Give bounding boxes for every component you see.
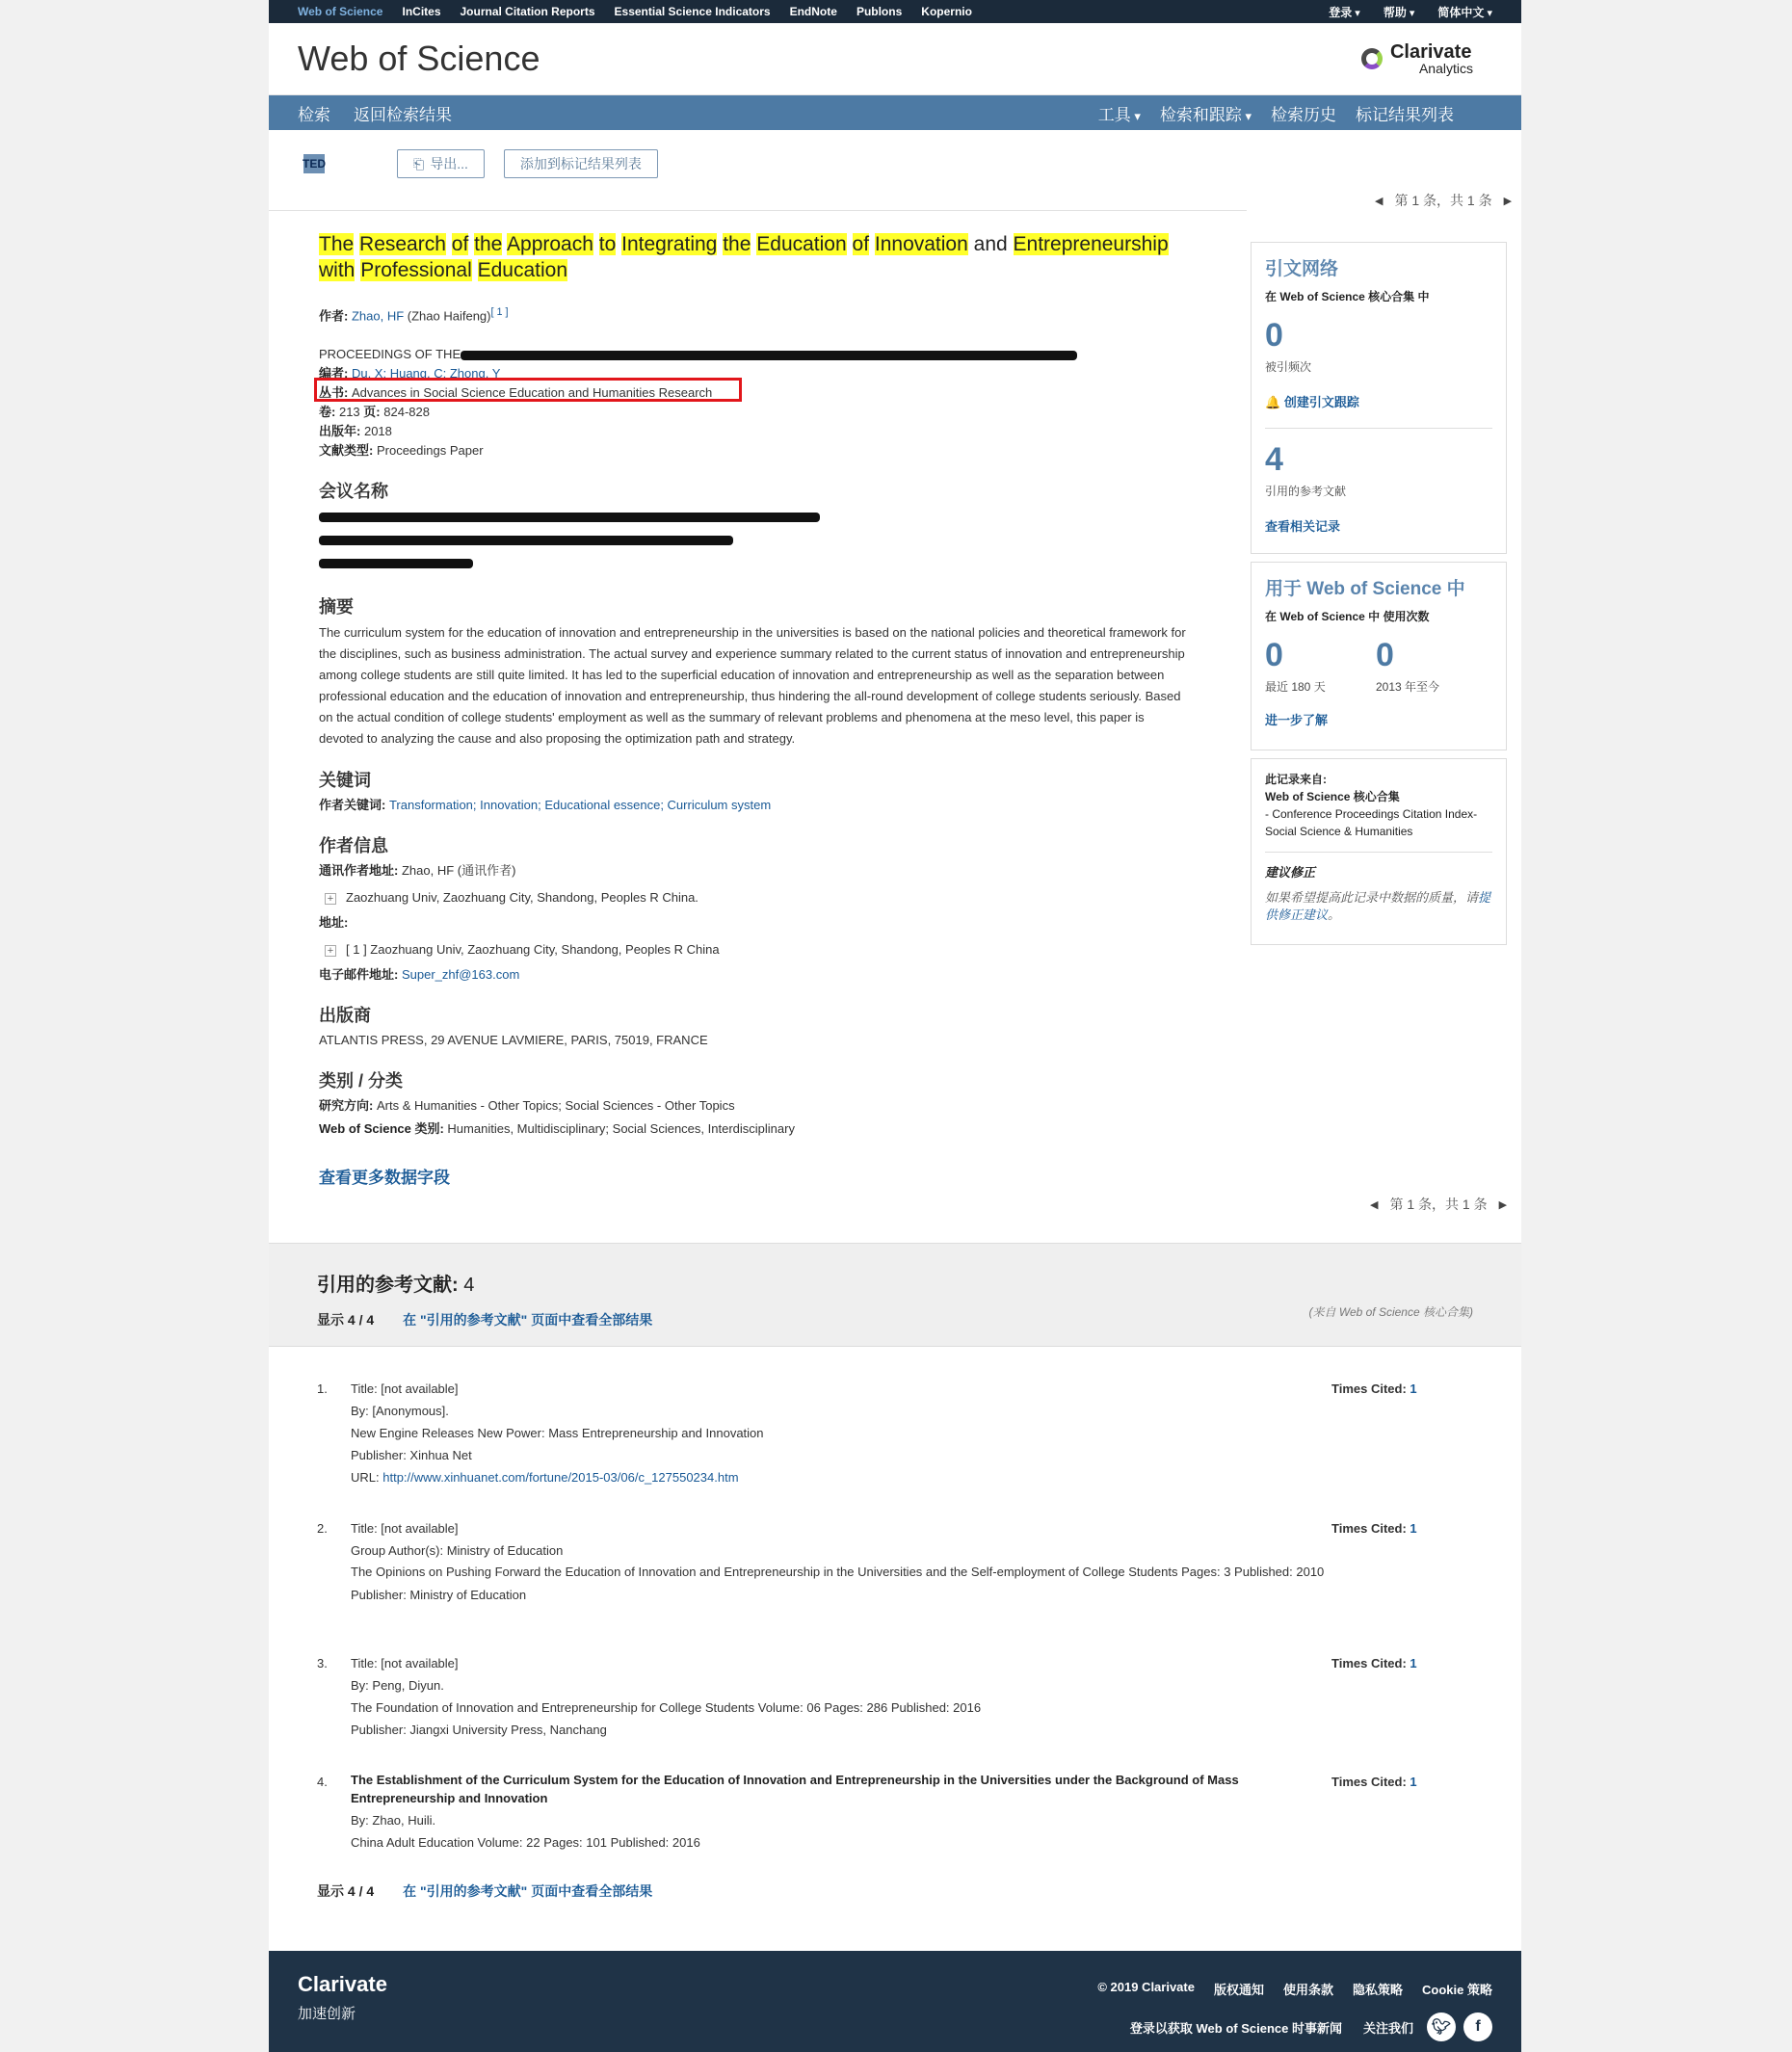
top-link-kopernio[interactable]: Kopernio [921,5,972,18]
reference-line: By: Peng, Diyun. [351,1678,444,1693]
view-all-references-link[interactable]: 在 "引用的参考文献" 页面中查看全部结果 [403,1883,653,1899]
corresponding-address: Zaozhuang Univ, Zaozhuang City, Shandong, Peoples R China. [346,890,698,906]
next-arrow-icon[interactable]: ▶ [1503,195,1513,207]
more-data-fields-link[interactable]: 查看更多数据字段 [319,1169,450,1188]
proceedings-row [319,345,1191,364]
abstract-heading: 摘要 [319,597,354,618]
redaction-bar [461,351,1077,360]
cited-references-header [269,1243,1521,1347]
bell-icon: 🔔 [1265,395,1281,409]
title-highlighted-word: The [319,233,355,255]
author-link[interactable]: Zhao, HF [351,308,405,324]
times-cited-value[interactable]: 1 [1410,1521,1417,1536]
times-cited-label: Times Cited: [1331,1656,1407,1671]
footer [269,1951,1521,2052]
clarivate-logo-icon [1361,48,1383,69]
login-dropdown[interactable]: 登录 ▾ [1329,4,1360,20]
top-bar [269,0,1521,23]
times-cited-value[interactable]: 1 [1410,1381,1417,1396]
times-cited-count[interactable]: 0 [1265,317,1283,354]
reference-line: Title: [not available] [351,1656,459,1671]
export-label: 导出... [430,156,468,171]
reference-line: The Opinions on Pushing Forward the Education of Innovation and Entrepreneurship in the Universities and the Self-employment of College Students Pages: 3 Published: 2010 [351,1565,1325,1579]
author-fullname: (Zhao Haifeng) [407,308,491,324]
nav-search-track[interactable]: 检索和跟踪 ▾ [1160,101,1252,125]
footer-link-cookie[interactable]: Cookie 策略 [1422,1983,1492,1997]
redaction-bar [319,513,820,522]
publisher-value: ATLANTIS PRESS, 29 AVENUE LAVMIERE, PARIS, 75019, FRANCE [319,1033,708,1048]
top-link-publons[interactable]: Publons [856,5,903,18]
cited-references-title [317,1269,1473,1297]
nav-search[interactable]: 检索 [298,105,330,124]
reference-line: Publisher: Jiangxi University Press, Nanchang [351,1723,607,1737]
proceedings-text: PROCEEDINGS OF THE [319,347,461,362]
research-area-label: 研究方向: [319,1098,374,1114]
doctype-row [319,441,1191,460]
editors-label: 编者: [319,366,349,381]
logo-text-main: Clarivate [1389,41,1472,63]
editors-links[interactable]: Du, X; Huang, C; Zhong, Y [351,366,501,381]
pager-top [1375,191,1512,210]
reference-item [317,1517,1454,1606]
expand-icon[interactable]: + [325,893,336,905]
cited-references-label: 引用的参考文献: [317,1275,459,1296]
times-cited-label: Times Cited: [1331,1381,1407,1396]
suggest-correction-title: 建议修正 [1265,865,1316,880]
usage-card [1251,562,1507,750]
title-highlighted-word: Education [477,259,568,281]
reference-url-link[interactable]: http://www.xinhuanet.com/fortune/2015-03/06/c_127550234.htm [382,1470,739,1485]
volume-pages-row [319,403,1191,422]
ted-icon[interactable]: TED [303,154,325,173]
help-dropdown[interactable]: 帮助 ▾ [1384,4,1415,20]
suggest-correction-text [1265,889,1492,924]
times-cited-value[interactable]: 1 [1410,1775,1417,1789]
reference-number: 3. [317,1656,328,1671]
conference-heading: 会议名称 [319,482,388,502]
cited-refs-label: 引用的参考文献 [1265,485,1347,498]
title-word: and [973,233,1008,255]
doctype-value: Proceedings Paper [376,443,484,459]
page [269,0,1521,2052]
title-highlighted-word: Entrepreneurship [1013,233,1169,255]
times-cited [1331,1378,1417,1400]
reference-line: Publisher: Ministry of Education [351,1588,527,1602]
footer-tagline: 加速创新 [298,2006,356,2022]
references-source-note: (来自 Web of Science 核心合集) [1308,1305,1473,1319]
pages-label: 页: [363,405,381,420]
clarivate-logo[interactable] [1361,42,1473,75]
times-cited [1331,1771,1417,1793]
redaction-bar [319,536,733,545]
export-icon: ⎗ [413,155,425,171]
reference-line: Group Author(s): Ministry of Education [351,1543,564,1558]
year-row [319,422,1191,441]
twitter-icon[interactable]: 🐦︎ [1427,2013,1456,2041]
url-label: URL: [351,1470,383,1485]
header [269,23,1521,95]
top-link-esi[interactable]: Essential Science Indicators [614,5,771,18]
cited-references-count: 4 [463,1275,475,1296]
title-highlighted-word: Research [359,233,446,255]
top-link-wos[interactable]: Web of Science [298,5,383,18]
title-highlighted-word: to [598,233,617,255]
authors-label: 作者: [319,308,349,324]
expand-icon[interactable]: + [325,945,336,957]
footer-news-link[interactable]: 登录以获取 Web of Science 时事新闻 [1129,2020,1342,2036]
title-highlighted-word: Integrating [621,233,718,255]
nav-search-history[interactable]: 检索历史 [1271,105,1336,124]
record-source-card [1251,758,1507,945]
address-value: [ 1 ] Zaozhuang Univ, Zaozhuang City, Shandong, Peoples R China [346,942,720,958]
reference-line: By: Zhao, Huili. [351,1813,436,1828]
site-title[interactable]: Web of Science [298,39,540,78]
record-title [319,231,1191,283]
year-label: 出版年: [319,424,361,439]
citation-network-card [1251,242,1507,554]
usage-180-count: 0 [1265,637,1283,673]
conference-redacted [319,507,1191,568]
facebook-icon[interactable]: f [1463,2013,1492,2041]
reference-number: 4. [317,1775,328,1789]
reference-line: Publisher: Xinhua Net [351,1448,472,1462]
times-cited [1331,1652,1417,1674]
corresponding-value: Zhao, HF (通讯作者) [401,863,516,879]
pager-text: 第 1 条，共 1 条 [1394,193,1492,208]
usage-title: 用于 Web of Science 中 [1265,579,1465,599]
nav-back-to-results[interactable]: 返回检索结果 [354,105,452,124]
view-related-records[interactable]: 查看相关记录 [1265,519,1341,534]
reference-line: China Adult Education Volume: 22 Pages: 101 Published: 2016 [351,1835,700,1850]
times-cited [1331,1517,1417,1539]
logo-text-sub: Analytics [1418,61,1473,76]
reference-title: The Establishment of the Curriculum System for the Education of Innovation and Entrepreneurship in the Universities under the Background of Mass Entrepreneurship and Innovation [351,1773,1239,1805]
nav-tools[interactable]: 工具 ▾ [1098,101,1141,125]
footer-link-privacy[interactable]: 隐私策略 [1353,1983,1404,1997]
reference-line: Title: [not available] [351,1381,459,1396]
corresponding-row [319,861,1191,881]
suggest-text: 如果希望提高此记录中数据的质量，请 [1265,890,1479,905]
view-all-references-link[interactable]: 在 "引用的参考文献" 页面中查看全部结果 [403,1312,653,1328]
account-menu [1329,4,1492,20]
prev-arrow-icon[interactable]: ◀ [1370,1198,1379,1211]
citation-network-title: 引文网络 [1265,259,1339,279]
year-value: 2018 [363,424,392,439]
email-link[interactable]: Super_zhf@163.com [401,967,520,983]
cited-refs-count[interactable]: 4 [1265,441,1283,478]
keywords-links[interactable]: Transformation; Innovation; Educational essence; Curriculum system [388,798,772,813]
wos-category-label: Web of Science 类别: [319,1121,444,1137]
export-button[interactable] [397,149,485,178]
author-info-heading: 作者信息 [319,836,388,856]
footer-brand[interactable]: Clarivate [298,1972,387,1996]
abstract-text: The curriculum system for the education of innovation and entrepreneurship in the universities is based on the national policies and theoretical framework for the disciplines, such as business administration. The actual survey and experience summary related to the current status of innovation and entrepreneurship among college students are still quite limited. It has led to the superficial education of innovation and entrepreneurship as well as the separation between professional education and the education of innovation and entrepreneurship, thus hindering the all-round development of college students seriously. Based on the actual condition of college students' employment as well as the summary of relevant problems and phenomena at the meso level, this paper is devoted to analyzing the cause and also proposing the optimization path and strategy. [319,625,1186,747]
footer-social [1130,2013,1492,2041]
author-affil-ref[interactable]: [ 1 ] [490,306,509,318]
footer-copyright: © 2019 Clarivate [1097,1980,1195,1994]
usage-sub: 在 Web of Science 中 使用次数 [1265,610,1430,623]
authors-row [319,303,1191,326]
corresponding-label: 通讯作者地址: [319,863,399,879]
keywords-row [319,796,1191,815]
source-db: Web of Science 核心合集 [1265,790,1400,803]
source-label: 此记录来自: [1265,773,1327,786]
suggest-correction-link[interactable]: 提供修正建议 [1265,890,1491,922]
reference-item [317,1652,1454,1741]
research-area-row [319,1096,1191,1116]
title-highlighted-word: the [723,233,751,255]
category-heading: 类别 / 分类 [319,1071,404,1092]
address-label: 地址: [319,915,349,931]
add-to-marked-list-button[interactable]: 添加到标记结果列表 [504,149,658,178]
footer-link-terms[interactable]: 使用条款 [1283,1983,1334,1997]
create-citation-alert[interactable] [1265,392,1492,410]
series-value: Advances in Social Science Education and Humanities Research [351,385,713,401]
citation-network-sub: 在 Web of Science 核心合集 中 [1265,290,1430,303]
title-highlighted-word: with [319,259,356,281]
source-index: - Conference Proceedings Citation Index-Social Science & Humanities [1265,807,1478,838]
suggest-end: 。 [1328,908,1341,922]
reference-line: The Foundation of Innovation and Entrepreneurship for College Students Volume: 06 Pages: 286 Published: 2016 [351,1700,982,1715]
showing-count: 显示 4 / 4 [317,1883,375,1899]
full-record [319,231,1191,1188]
pager-bottom [1370,1195,1507,1214]
nav-marked-list[interactable]: 标记结果列表 [1356,105,1454,124]
publisher-heading: 出版商 [319,1006,371,1026]
top-link-endnote[interactable]: EndNote [789,5,837,18]
reference-line: New Engine Releases New Power: Mass Entrepreneurship and Innovation [351,1426,764,1440]
footer-follow-label: 关注我们 [1362,2020,1413,2036]
corresponding-address-row [319,888,1191,908]
reference-number: 1. [317,1381,328,1396]
wos-category-row [319,1119,1191,1139]
next-arrow-icon[interactable]: ▶ [1498,1198,1508,1211]
top-link-jcr[interactable]: Journal Citation Reports [460,5,595,18]
title-highlighted-word: of [451,233,469,255]
times-cited-label: Times Cited: [1331,1521,1407,1536]
create-citation-alert-label: 创建引文跟踪 [1283,395,1359,409]
times-cited-label: Times Cited: [1331,1775,1407,1789]
research-area-value: Arts & Humanities - Other Topics; Social Sciences - Other Topics [376,1098,735,1114]
reference-item [317,1771,1454,1854]
usage-180-label: 最近 180 天 [1265,680,1326,694]
series-label: 丛书: [319,385,349,401]
times-cited-value[interactable]: 1 [1410,1656,1417,1671]
footer-links [1097,1980,1492,1998]
pager-text: 第 1 条，共 1 条 [1389,1197,1488,1212]
main-nav [269,95,1521,130]
email-row [319,965,1191,985]
times-cited-label: 被引频次 [1265,360,1312,374]
title-highlighted-word: the [474,233,503,255]
record-toolbar [269,130,1521,197]
redaction-bar [319,559,473,568]
showing-row [317,1310,1473,1329]
usage-2013-label: 2013 年至今 [1376,680,1440,694]
usage-2013-count: 0 [1376,637,1394,673]
showing-row-bottom [317,1881,652,1901]
title-highlighted-word: Approach [507,233,593,255]
showing-count: 显示 4 / 4 [317,1312,375,1328]
reference-line: By: [Anonymous]. [351,1404,449,1418]
reference-url-line [351,1466,1333,1488]
title-highlighted-word: Education [756,233,847,255]
reference-line: Title: [not available] [351,1521,459,1536]
keywords-label: 作者关键词: [319,798,386,813]
title-highlighted-word: Innovation [874,233,968,255]
footer-link-copyright-notice[interactable]: 版权通知 [1213,1983,1264,1997]
address-row [319,940,1191,960]
product-links [298,5,972,18]
title-highlighted-word: Professional [360,259,472,281]
top-link-incites[interactable]: InCites [402,5,441,18]
volume-value: 213 [338,405,360,420]
email-label: 电子邮件地址: [319,967,399,983]
wos-category-value: Humanities, Multidisciplinary; Social Sciences, Interdisciplinary [447,1121,795,1137]
keywords-heading: 关键词 [319,771,371,791]
learn-more-link[interactable]: 进一步了解 [1265,713,1329,727]
volume-label: 卷: [319,405,336,420]
reference-number: 2. [317,1521,328,1536]
reference-item [317,1378,1454,1488]
prev-arrow-icon[interactable]: ◀ [1375,195,1384,207]
annotation-highlight-box [314,378,742,402]
pages-value: 824-828 [383,405,430,420]
language-dropdown[interactable]: 简体中文 ▾ [1437,4,1492,20]
doctype-label: 文献类型: [319,443,374,459]
title-highlighted-word: of [852,233,870,255]
address-label-row [319,913,1191,933]
